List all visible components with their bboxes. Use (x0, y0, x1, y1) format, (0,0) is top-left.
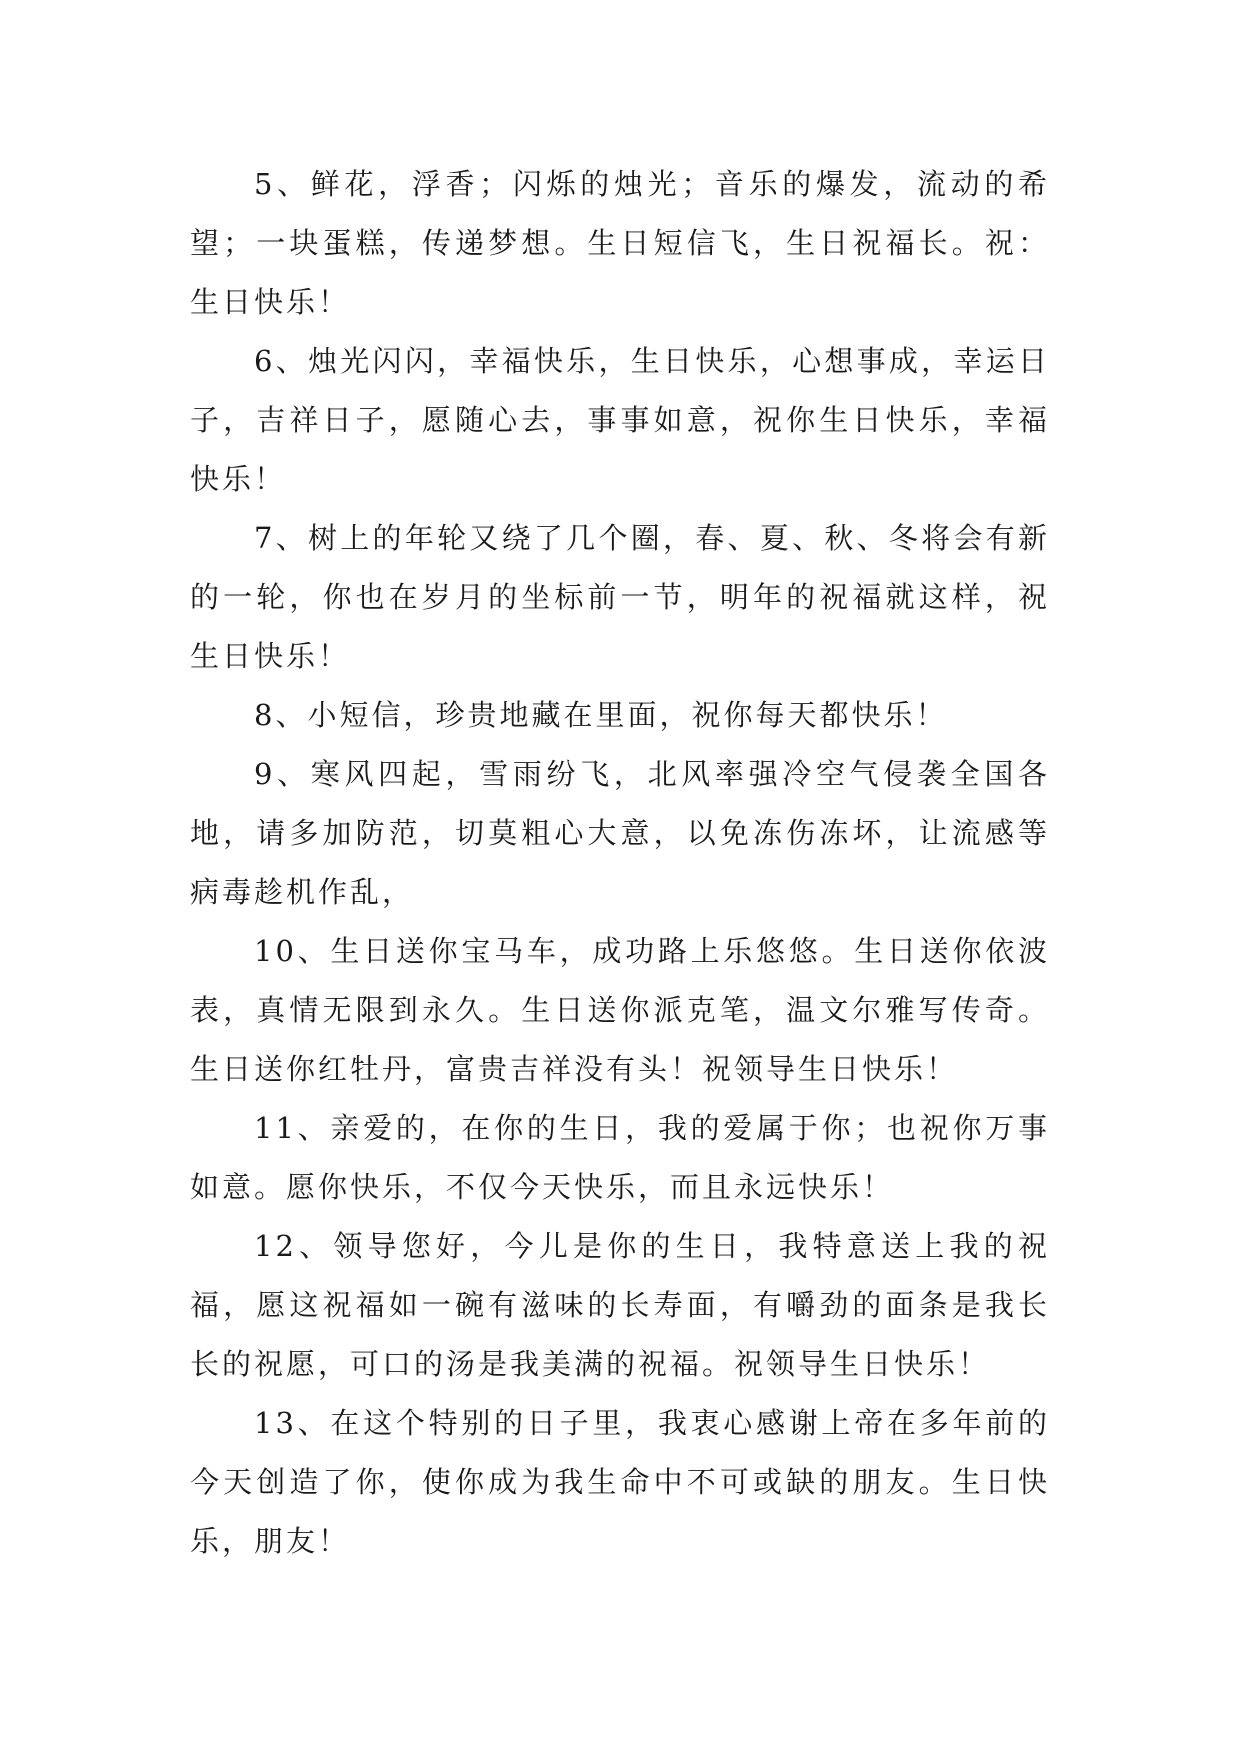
paragraph-12: 12、领导您好，今儿是你的生日，我特意送上我的祝福，愿这祝福如一碗有滋味的长寿面，有嚼劲的面条是我长长的祝愿，可口的汤是我美满的祝福。祝领导生日快乐！ (190, 1229, 1050, 1381)
paragraph-7: 7、树上的年轮又绕了几个圈，春、夏、秋、冬将会有新的一轮，你也在岁月的坐标前一节，明年的祝福就这样，祝生日快乐！ (190, 521, 1050, 673)
paragraph-11: 11、亲爱的，在你的生日，我的爱属于你；也祝你万事如意。愿你快乐，不仅今天快乐，而且永远快乐！ (190, 1111, 1050, 1204)
paragraph-6: 6、烛光闪闪，幸福快乐，生日快乐，心想事成，幸运日子，吉祥日子，愿随心去，事事如意，祝你生日快乐，幸福快乐！ (190, 344, 1050, 496)
document-body (190, 155, 1050, 1571)
paragraph-9: 9、寒风四起，雪雨纷飞，北风率强冷空气侵袭全国各地，请多加防范，切莫粗心大意，以免冻伤冻坏，让流感等病毒趁机作乱， (190, 757, 1050, 909)
paragraph-10: 10、生日送你宝马车，成功路上乐悠悠。生日送你依波表，真情无限到永久。生日送你派克笔，温文尔雅写传奇。生日送你红牡丹，富贵吉祥没有头！祝领导生日快乐！ (190, 934, 1050, 1086)
paragraph-8: 8、小短信，珍贵地藏在里面，祝你每天都快乐！ (254, 698, 948, 732)
paragraph-13: 13、在这个特别的日子里，我衷心感谢上帝在多年前的今天创造了你，使你成为我生命中不可或缺的朋友。生日快乐，朋友！ (190, 1406, 1050, 1558)
paragraph-5: 5、鲜花，浮香；闪烁的烛光；音乐的爆发，流动的希望；一块蛋糕，传递梦想。生日短信飞，生日祝福长。祝：生日快乐！ (190, 167, 1050, 319)
